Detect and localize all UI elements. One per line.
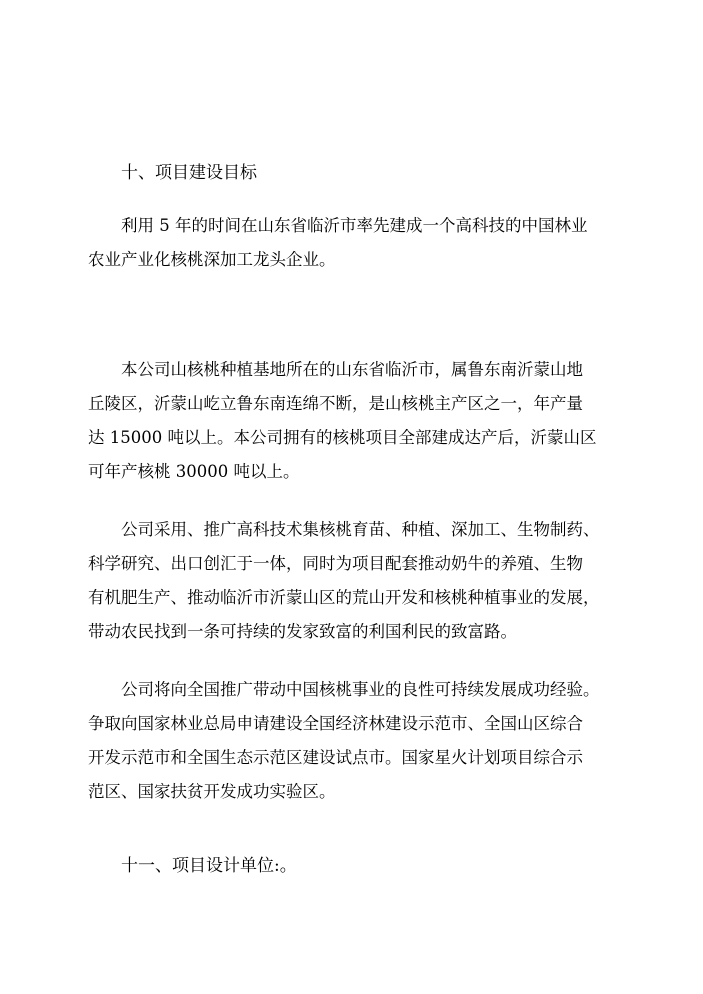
paragraph-line: 带动农民找到一条可持续的发家致富的利国利民的致富路。 [88, 622, 517, 641]
paragraph-line: 本公司山核桃种植基地所在的山东省临沂市，属鲁东南沂蒙山地 [121, 360, 583, 379]
section-10-heading: 十、项目建设目标 [121, 163, 257, 183]
paragraph-line: 争取向国家林业总局申请建设全国经济林建设示范市、全国山区综合 [88, 714, 583, 733]
paragraph-line: 科学研究、出口创汇于一体，同时为项目配套推动奶牛的养殖、生物 [88, 554, 583, 573]
base-location-paragraph [88, 353, 618, 489]
section-10-paragraph [88, 209, 618, 277]
paragraph-line: 范区、国家扶贫开发成功实验区。 [88, 782, 336, 801]
paragraph-line: 利用 5 年的时间在山东省临沂市率先建成一个高科技的中国林业 [121, 216, 588, 235]
paragraph-line: 达 15000 吨以上。本公司拥有的核桃项目全部建成达产后，沂蒙山区 [88, 428, 597, 447]
section-11-heading: 十一、项目设计单位:。 [121, 856, 297, 876]
paragraph-line: 公司将向全国推广带动中国核桃事业的良性可持续发展成功经验。 [121, 680, 600, 699]
promotion-paragraph [88, 673, 618, 809]
paragraph-line: 公司采用、推广高科技术集核桃育苗、种植、深加工、生物制药、 [121, 520, 600, 539]
technology-paragraph [88, 513, 618, 649]
paragraph-line: 可年产核桃 30000 吨以上。 [88, 462, 300, 481]
paragraph-line: 开发示范市和全国生态示范区建设试点市。国家星火计划项目综合示 [88, 748, 583, 767]
paragraph-line: 农业产业化核桃深加工龙头企业。 [88, 250, 336, 269]
paragraph-line: 丘陵区，沂蒙山屹立鲁东南连绵不断，是山核桃主产区之一，年产量 [88, 394, 583, 413]
paragraph-line: 有机肥生产、推动临沂市沂蒙山区的荒山开发和核桃种植事业的发展， [88, 588, 600, 607]
